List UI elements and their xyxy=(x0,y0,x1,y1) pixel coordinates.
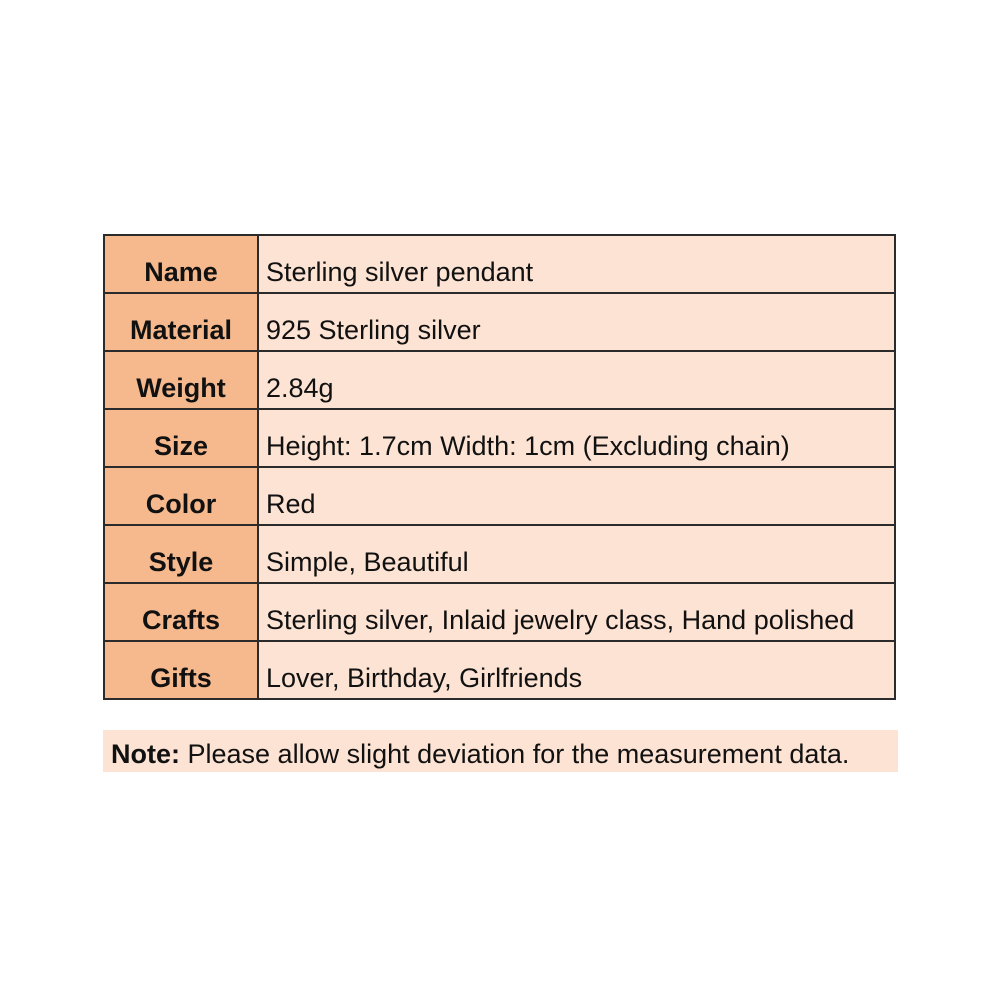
spec-label: Crafts xyxy=(104,583,258,641)
spec-label: Style xyxy=(104,525,258,583)
spec-row-color xyxy=(104,467,895,525)
spec-label: Gifts xyxy=(104,641,258,699)
spec-value: Red xyxy=(258,467,895,525)
spec-row-gifts xyxy=(104,641,895,699)
spec-row-name xyxy=(104,235,895,293)
spec-label: Size xyxy=(104,409,258,467)
spec-value: 925 Sterling silver xyxy=(258,293,895,351)
spec-row-size xyxy=(104,409,895,467)
spec-row-material xyxy=(104,293,895,351)
spec-value: Lover, Birthday, Girlfriends xyxy=(258,641,895,699)
spec-label: Name xyxy=(104,235,258,293)
spec-value: Sterling silver pendant xyxy=(258,235,895,293)
spec-value: Simple, Beautiful xyxy=(258,525,895,583)
spec-row-crafts xyxy=(104,583,895,641)
measurement-note xyxy=(103,730,898,772)
spec-table xyxy=(103,234,896,700)
spec-label: Weight xyxy=(104,351,258,409)
note-text: Please allow slight deviation for the measurement data. xyxy=(180,739,850,769)
spec-value: Sterling silver, Inlaid jewelry class, Hand polished xyxy=(258,583,895,641)
spec-label: Material xyxy=(104,293,258,351)
note-label: Note: xyxy=(111,739,180,769)
spec-row-style xyxy=(104,525,895,583)
spec-label: Color xyxy=(104,467,258,525)
spec-value: Height: 1.7cm Width: 1cm (Excluding chain) xyxy=(258,409,895,467)
spec-value: 2.84g xyxy=(258,351,895,409)
spec-row-weight xyxy=(104,351,895,409)
